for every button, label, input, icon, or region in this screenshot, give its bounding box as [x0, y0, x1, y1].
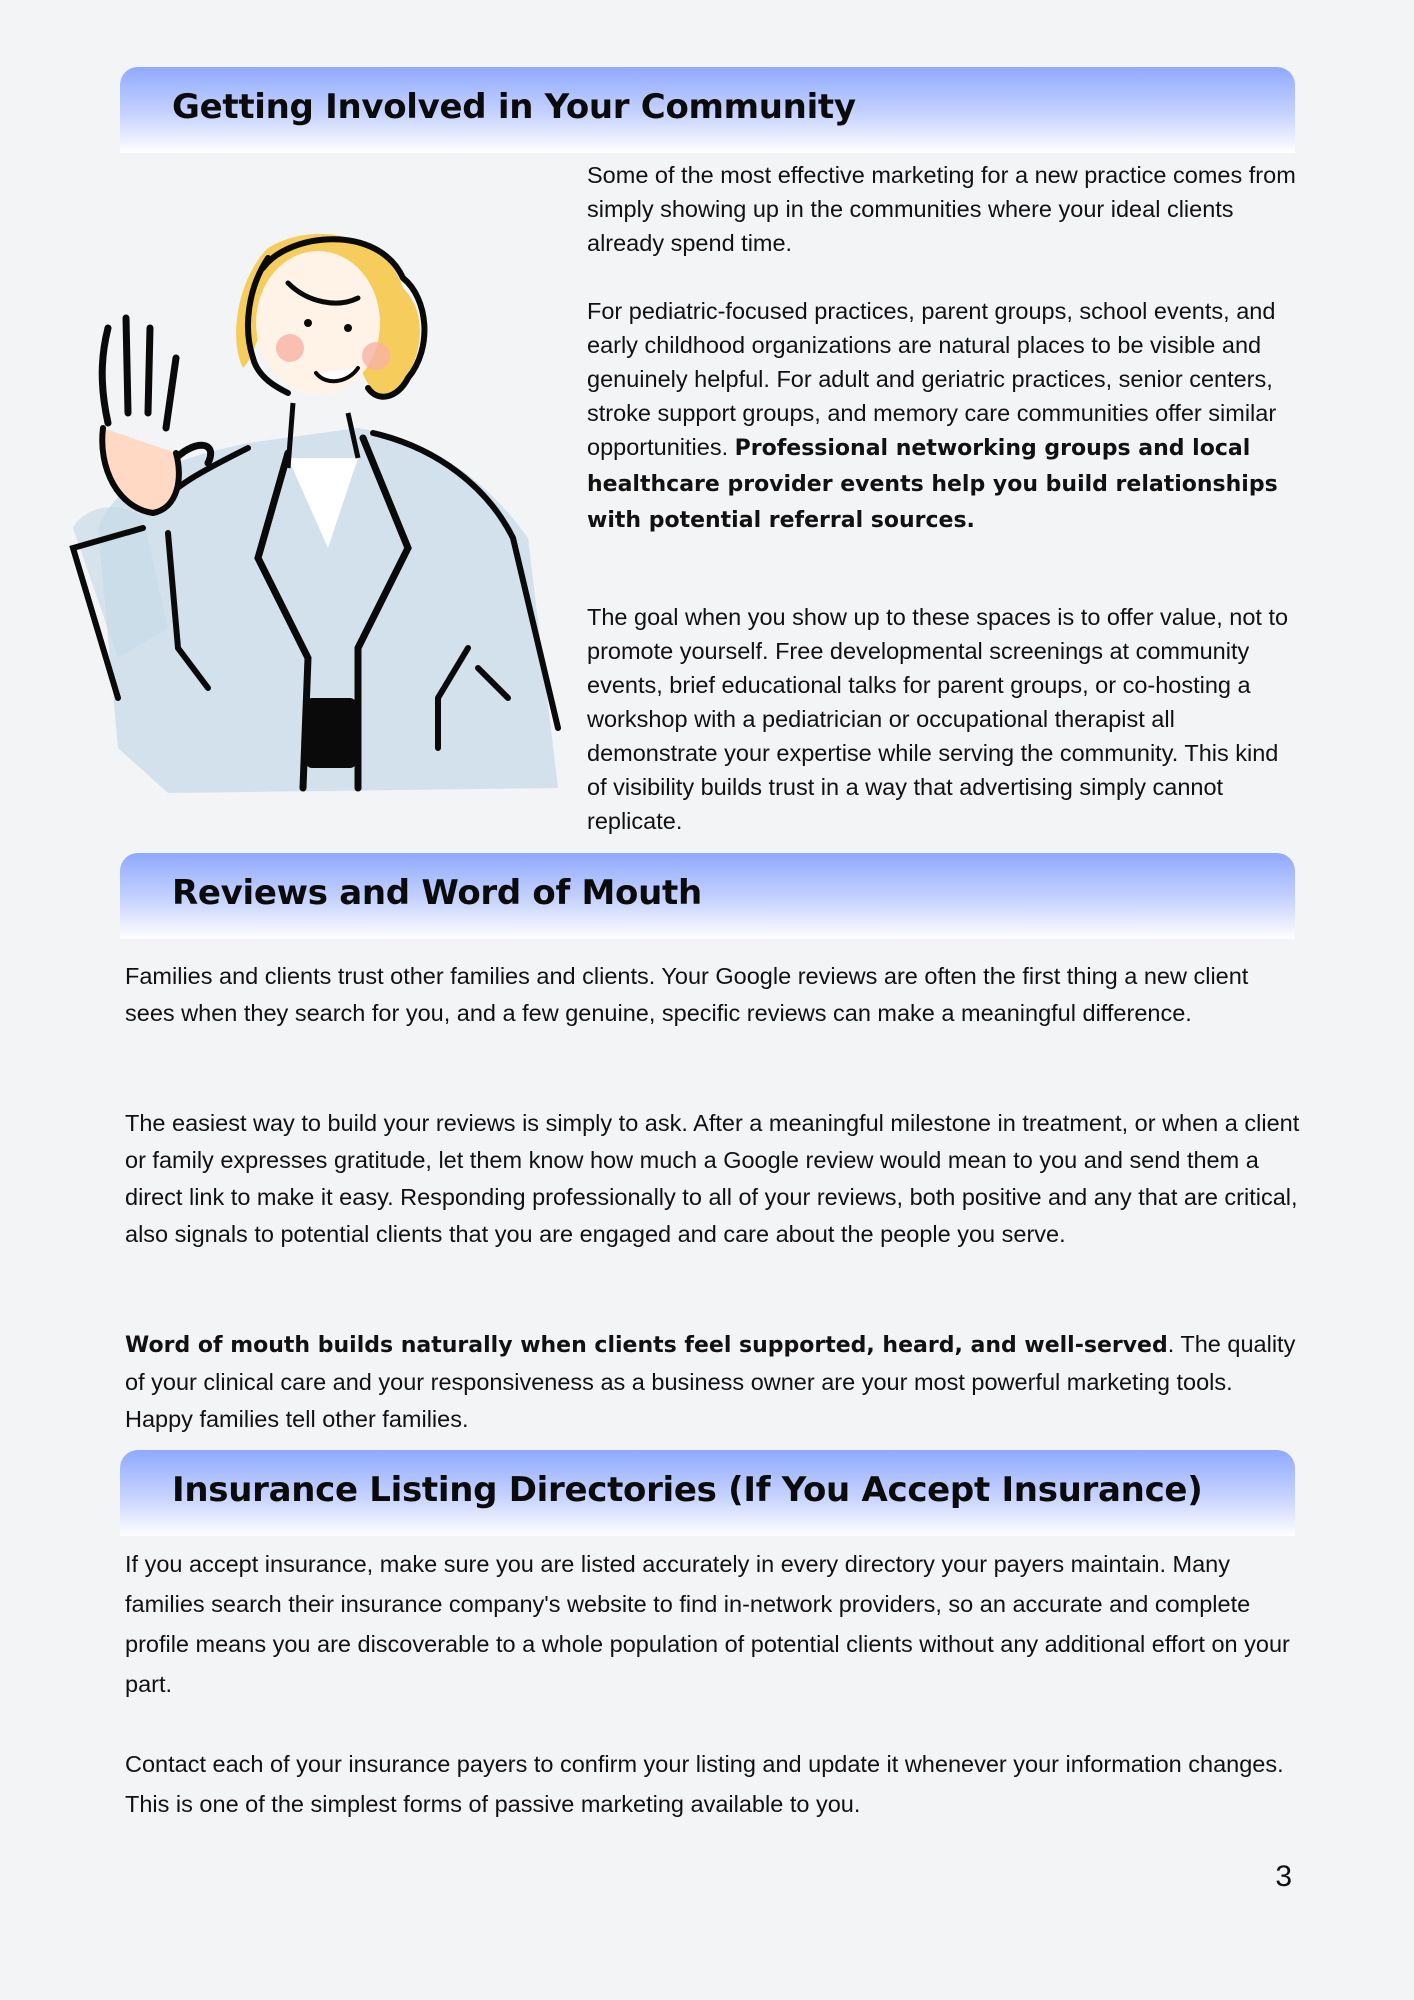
reviews-paragraph-2: The easiest way to build your reviews is simply to ask. After a meaningful milestone in treatment, or when a client or family expresses gratitude, let them know how much a Google review would mean to you and send them a direct link to make it easy. Responding professionally to all of your reviews, both positive and any that are critical, also signals to potential clients that you are engaged and care about the people you serve.: [125, 1110, 1300, 1247]
section-banner-insurance: [120, 1450, 1295, 1536]
community-paragraph-2-bold: Professional networking groups and local healthcare provider events help you build relationships with potential referral sources.: [587, 436, 1278, 533]
section-banner-reviews: [120, 853, 1295, 939]
community-paragraph-1: Some of the most effective marketing for a new practice comes from simply showing up in the communities where your ideal clients already spend time.: [587, 162, 1296, 256]
waving-woman-illustration-icon: [58, 228, 578, 798]
section-heading-reviews: Reviews and Word of Mouth: [172, 873, 702, 913]
reviews-paragraph-1: Families and clients trust other families and clients. Your Google reviews are often the first thing a new client sees when they search for you, and a few genuine, specific reviews can make a meaningful difference.: [125, 963, 1249, 1026]
community-paragraph-2-text: For pediatric-focused practices, parent groups, school events, and early childhood organizations are natural places to be visible and genuinely helpful. For adult and geriatric practices, senior centers, stroke support groups, and memory care communities offer similar opportunities.: [587, 298, 1277, 460]
reviews-paragraph-3-text: . The quality of your clinical care and your responsiveness as a business owner are your most powerful marketing tools. Happy families tell other families.: [125, 1331, 1296, 1432]
page-number: 3: [1275, 1860, 1292, 1893]
community-paragraph-3: The goal when you show up to these spaces is to offer value, not to promote yourself. Free developmental screenings at community events, brief educational talks for parent groups, or co-hosting a workshop with a pediatrician or occupational therapist all demonstrate your expertise while serving the community. This kind of visibility builds trust in a way that advertising simply cannot replicate.: [587, 604, 1289, 834]
insurance-paragraph-2: Contact each of your insurance payers to confirm your listing and update it whenever your information changes. This is one of the simplest forms of passive marketing available to you.: [125, 1751, 1284, 1817]
section-heading-community: Getting Involved in Your Community: [172, 87, 856, 127]
community-paragraph-2: [587, 294, 1297, 538]
insurance-paragraph-1: If you accept insurance, make sure you are listed accurately in every directory your payers maintain. Many families search their insurance company's website to find in-network providers, so an accurate and complete profile means you are discoverable to a whole population of potential clients without any additional effort on your part.: [125, 1551, 1290, 1697]
section-banner-community: [120, 67, 1295, 153]
reviews-paragraph-3: [125, 1326, 1300, 1438]
reviews-paragraph-3-bold: Word of mouth builds naturally when clients feel supported, heard, and well-served: [125, 1333, 1168, 1358]
section-heading-insurance: Insurance Listing Directories (If You Accept Insurance): [172, 1470, 1203, 1510]
